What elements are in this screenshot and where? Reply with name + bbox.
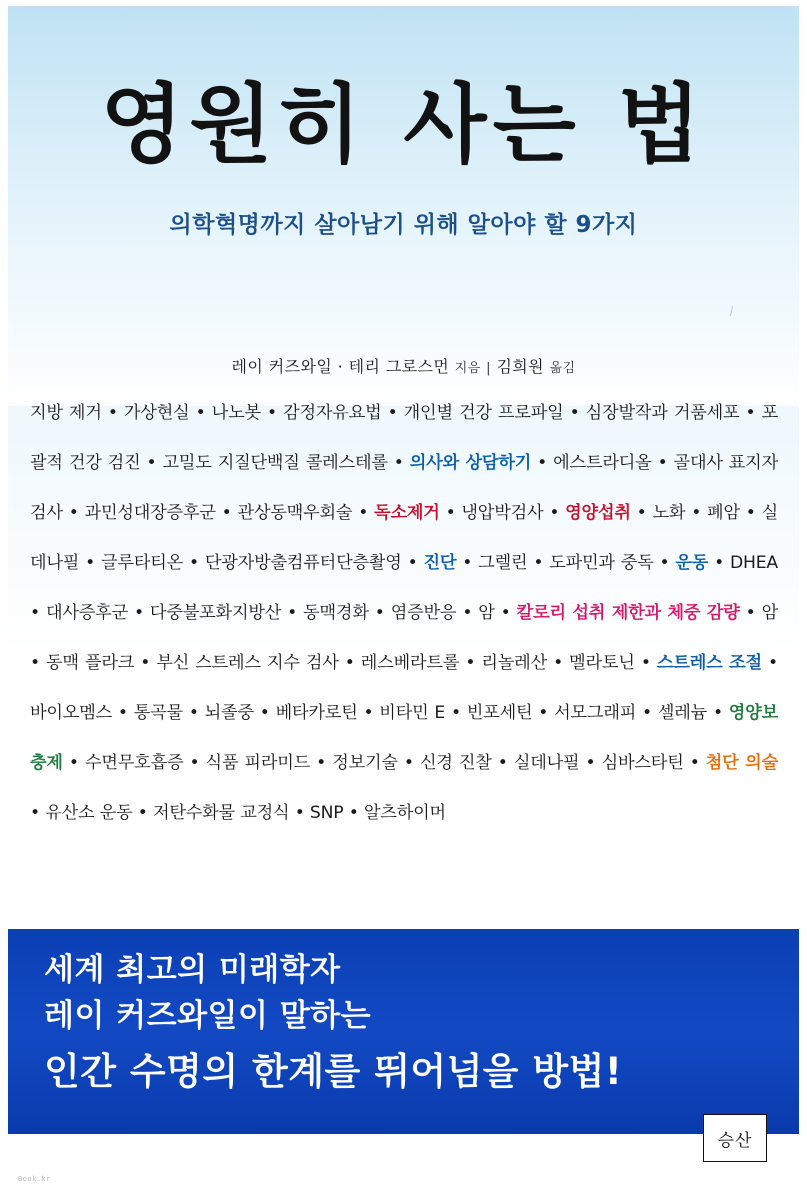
keyword-highlight: 독소제거 — [374, 503, 440, 523]
promo-band — [8, 929, 799, 1134]
keyword-highlight: 진단 — [423, 553, 457, 573]
promo-line-2: 레이 커즈와일이 말하는 — [44, 998, 372, 1034]
book-title: 영원히 사는 법 — [100, 75, 707, 175]
promo-band-text — [44, 947, 775, 1101]
author-line — [8, 354, 799, 377]
keyword-text: • 그렐린 • 도파민과 중독 • — [456, 553, 676, 573]
keyword-highlight: 의사와 상담하기 — [409, 453, 532, 473]
publisher-logo: 승산 — [703, 1114, 767, 1162]
keyword-text: 지방 제거 • 가상현실 • 나노봇 • 감정자유요법 • 개인별 건강 프로파일 • 심장발작과 거품세포 • 포괄적 건강 검진 • 고밀도 지질단백질 콜레스테롤 • — [30, 403, 778, 473]
promo-line-1: 세계 최고의 미래학자 — [44, 952, 341, 988]
corner-code: Book.kr — [18, 1176, 51, 1184]
keyword-text: • 바이오멤스 • 통곡물 • 뇌졸중 • 베타카로틴 • 비타민 E • 빈포세틴 • 서모그래피 • 셀레늄 • — [30, 653, 778, 723]
keyword-highlight: 운동 — [675, 553, 709, 573]
book-cover — [8, 6, 799, 1188]
keyword-highlight: 첨단 의술 — [705, 753, 778, 773]
translator-name: 김희원 — [496, 357, 545, 376]
keyword-text: • DHEA • 대사증후군 • 다중불포화지방산 • 동맥경화 • 염증반응 • 암 • — [30, 553, 778, 623]
keyword-text: • 냉압박검사 • — [439, 503, 566, 523]
keyword-text: • 노화 • 폐암 • 실데나필 • 글루타티온 • 단광자방출컴퓨터단층촬영 • — [30, 503, 778, 573]
keyword-cloud — [30, 388, 778, 838]
keyword-text: • 수면무호흡증 • 식품 피라미드 • 정보기술 • 신경 진찰 • 실데나필 • 심바스타틴 • — [62, 753, 706, 773]
translator-role: 옮김 — [549, 361, 576, 376]
book-subtitle: 의학혁명까지 살아남기 위해 알아야 할 9가지 — [169, 212, 638, 238]
promo-line-3: 인간 수명의 한계를 뛰어넘을 방법! — [44, 1050, 623, 1093]
keyword-highlight: 칼로리 섭취 제한과 체중 감량 — [516, 603, 740, 623]
author-separator: | — [486, 361, 491, 376]
keyword-text: • 유산소 운동 • 저탄수화물 교정식 • SNP • 알츠하이머 — [30, 803, 446, 823]
authors-names: 레이 커즈와일 · 테리 그로스먼 — [231, 357, 450, 376]
keyword-highlight: 스트레스 조절 — [656, 653, 762, 673]
keyword-highlight: 영양보충제 — [30, 703, 778, 773]
authors-role: 지음 — [454, 361, 481, 376]
keyword-text: • 암 • 동맥 플라크 • 부신 스트레스 지수 검사 • 레스베라트롤 • 리놀레산 • 멜라토닌 • — [30, 603, 778, 673]
keyword-text: • 에스트라디올 • 골대사 표지자 검사 • 과민성대장증후군 • 관상동맥우회술 • — [30, 453, 778, 523]
keyword-highlight: 영양섭취 — [565, 503, 631, 523]
